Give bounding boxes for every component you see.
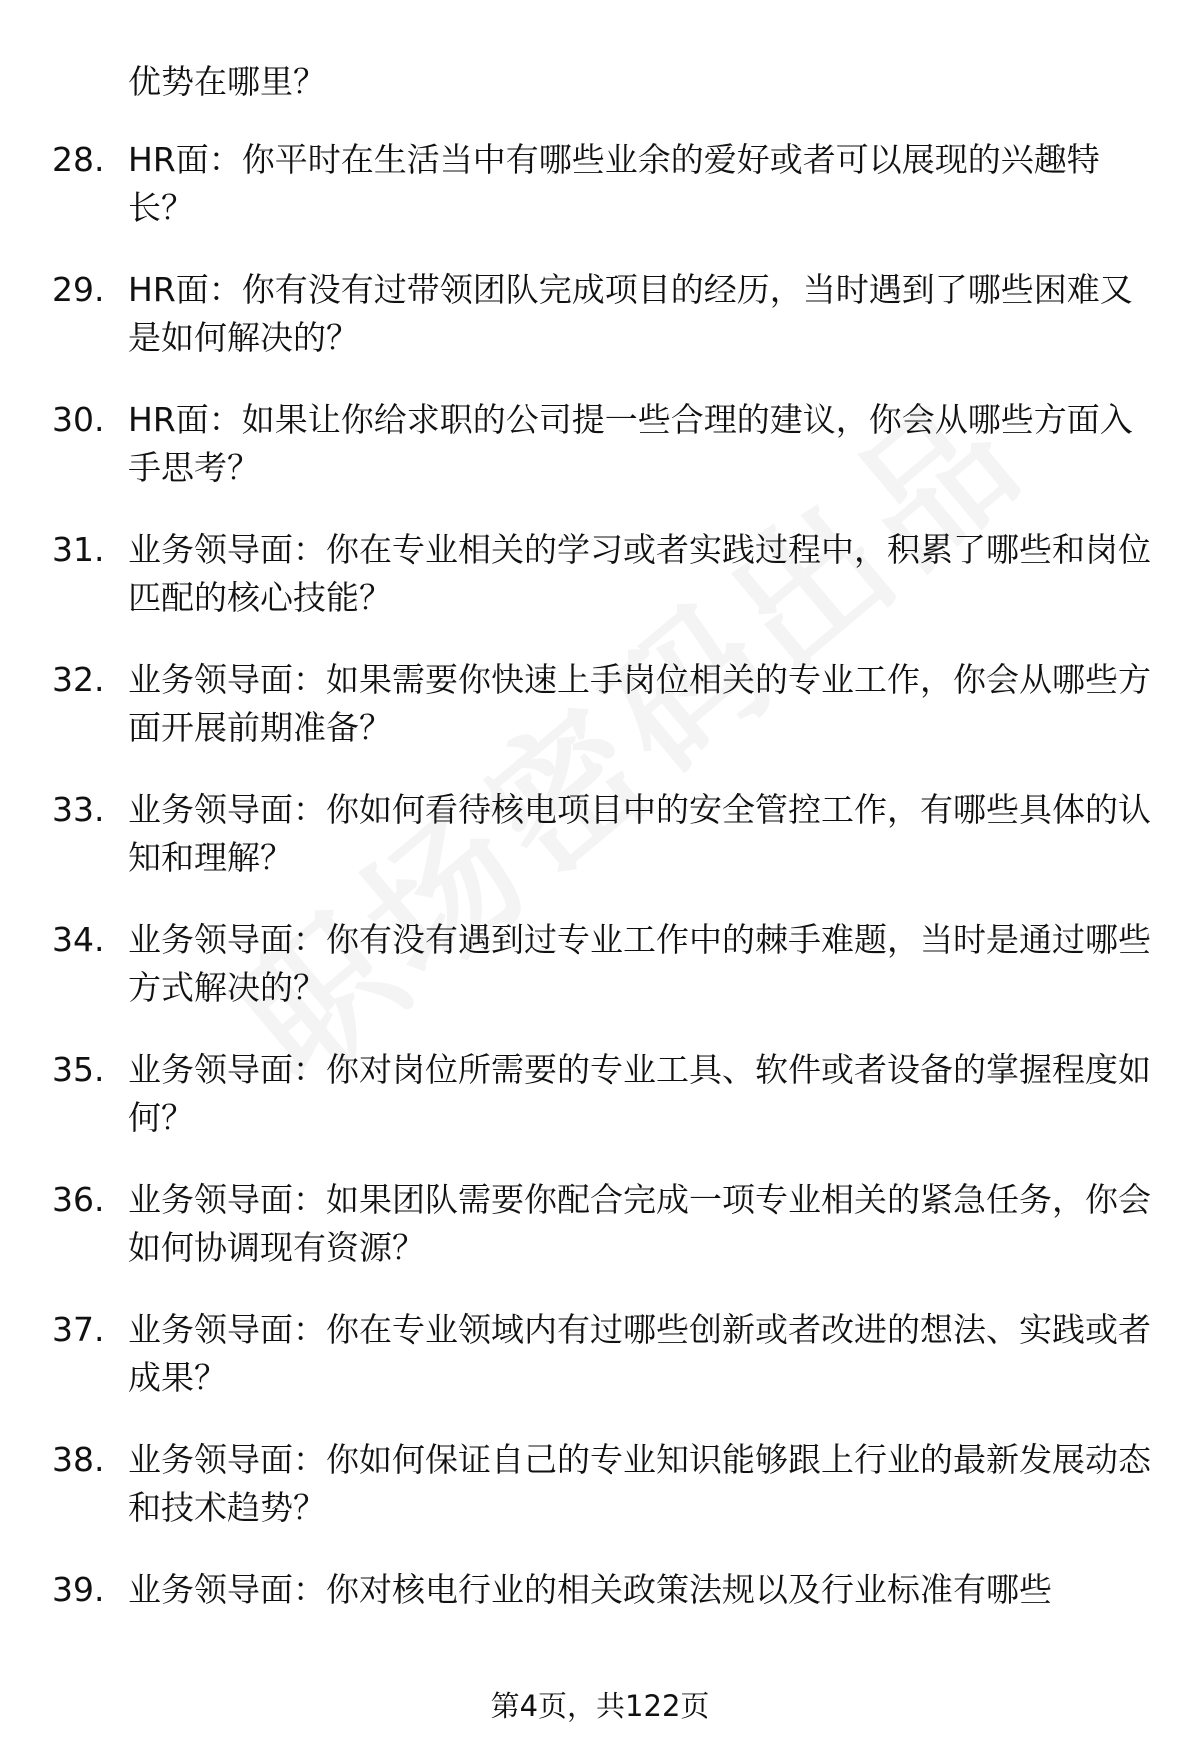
question-number: 38. [52,1440,105,1479]
question-text: 业务领导面：你有没有遇到过专业工作中的棘手难题，当时是通过哪些方式解决的？ [128,920,1151,1007]
question-list [0,136,1200,1696]
question-item [0,1566,1200,1696]
question-number: 35. [52,1050,105,1089]
question-item [0,266,1200,396]
question-text: 业务领导面：你如何看待核电项目中的安全管控工作，有哪些具体的认知和理解？ [128,790,1151,877]
question-item [0,1046,1200,1176]
question-item [0,786,1200,916]
question-text: HR面：如果让你给求职的公司提一些合理的建议，你会从哪些方面入手思考？ [128,400,1133,487]
question-text: HR面：你有没有过带领团队完成项目的经历，当时遇到了哪些困难又是如何解决的？ [128,270,1133,357]
question-number: 34. [52,920,105,959]
question-number: 29. [52,270,105,309]
question-number: 32. [52,660,105,699]
question-number: 36. [52,1180,105,1219]
question-number: 30. [52,400,105,439]
question-text: 业务领导面：你如何保证自己的专业知识能够跟上行业的最新发展动态和技术趋势？ [128,1440,1151,1527]
question-text: 业务领导面：如果团队需要你配合完成一项专业相关的紧急任务，你会如何协调现有资源？ [128,1180,1151,1267]
question-item [0,656,1200,786]
question-item [0,396,1200,526]
question-item [0,1306,1200,1436]
page-footer: 第4页，共122页 [490,1689,710,1723]
question-number: 28. [52,140,105,179]
question-number: 37. [52,1310,105,1349]
question-item [0,916,1200,1046]
question-text: 业务领导面：如果需要你快速上手岗位相关的专业工作，你会从哪些方面开展前期准备？ [128,660,1151,747]
question-item [0,1176,1200,1306]
question-number: 39. [52,1570,105,1609]
question-text: 业务领导面：你在专业领域内有过哪些创新或者改进的想法、实践或者成果？ [128,1310,1151,1397]
question-text: 业务领导面：你在专业相关的学习或者实践过程中，积累了哪些和岗位匹配的核心技能？ [128,530,1151,617]
question-text: 业务领导面：你对岗位所需要的专业工具、软件或者设备的掌握程度如何？ [128,1050,1151,1137]
question-text: HR面：你平时在生活当中有哪些业余的爱好或者可以展现的兴趣特长？ [128,140,1100,227]
question-item [0,136,1200,266]
question-item [0,1436,1200,1566]
question-number: 33. [52,790,105,829]
continued-question-text: 优势在哪里？ [128,62,326,101]
question-number: 31. [52,530,105,569]
question-text: 业务领导面：你对核电行业的相关政策法规以及行业标准有哪些 [128,1570,1052,1609]
question-item [0,526,1200,656]
